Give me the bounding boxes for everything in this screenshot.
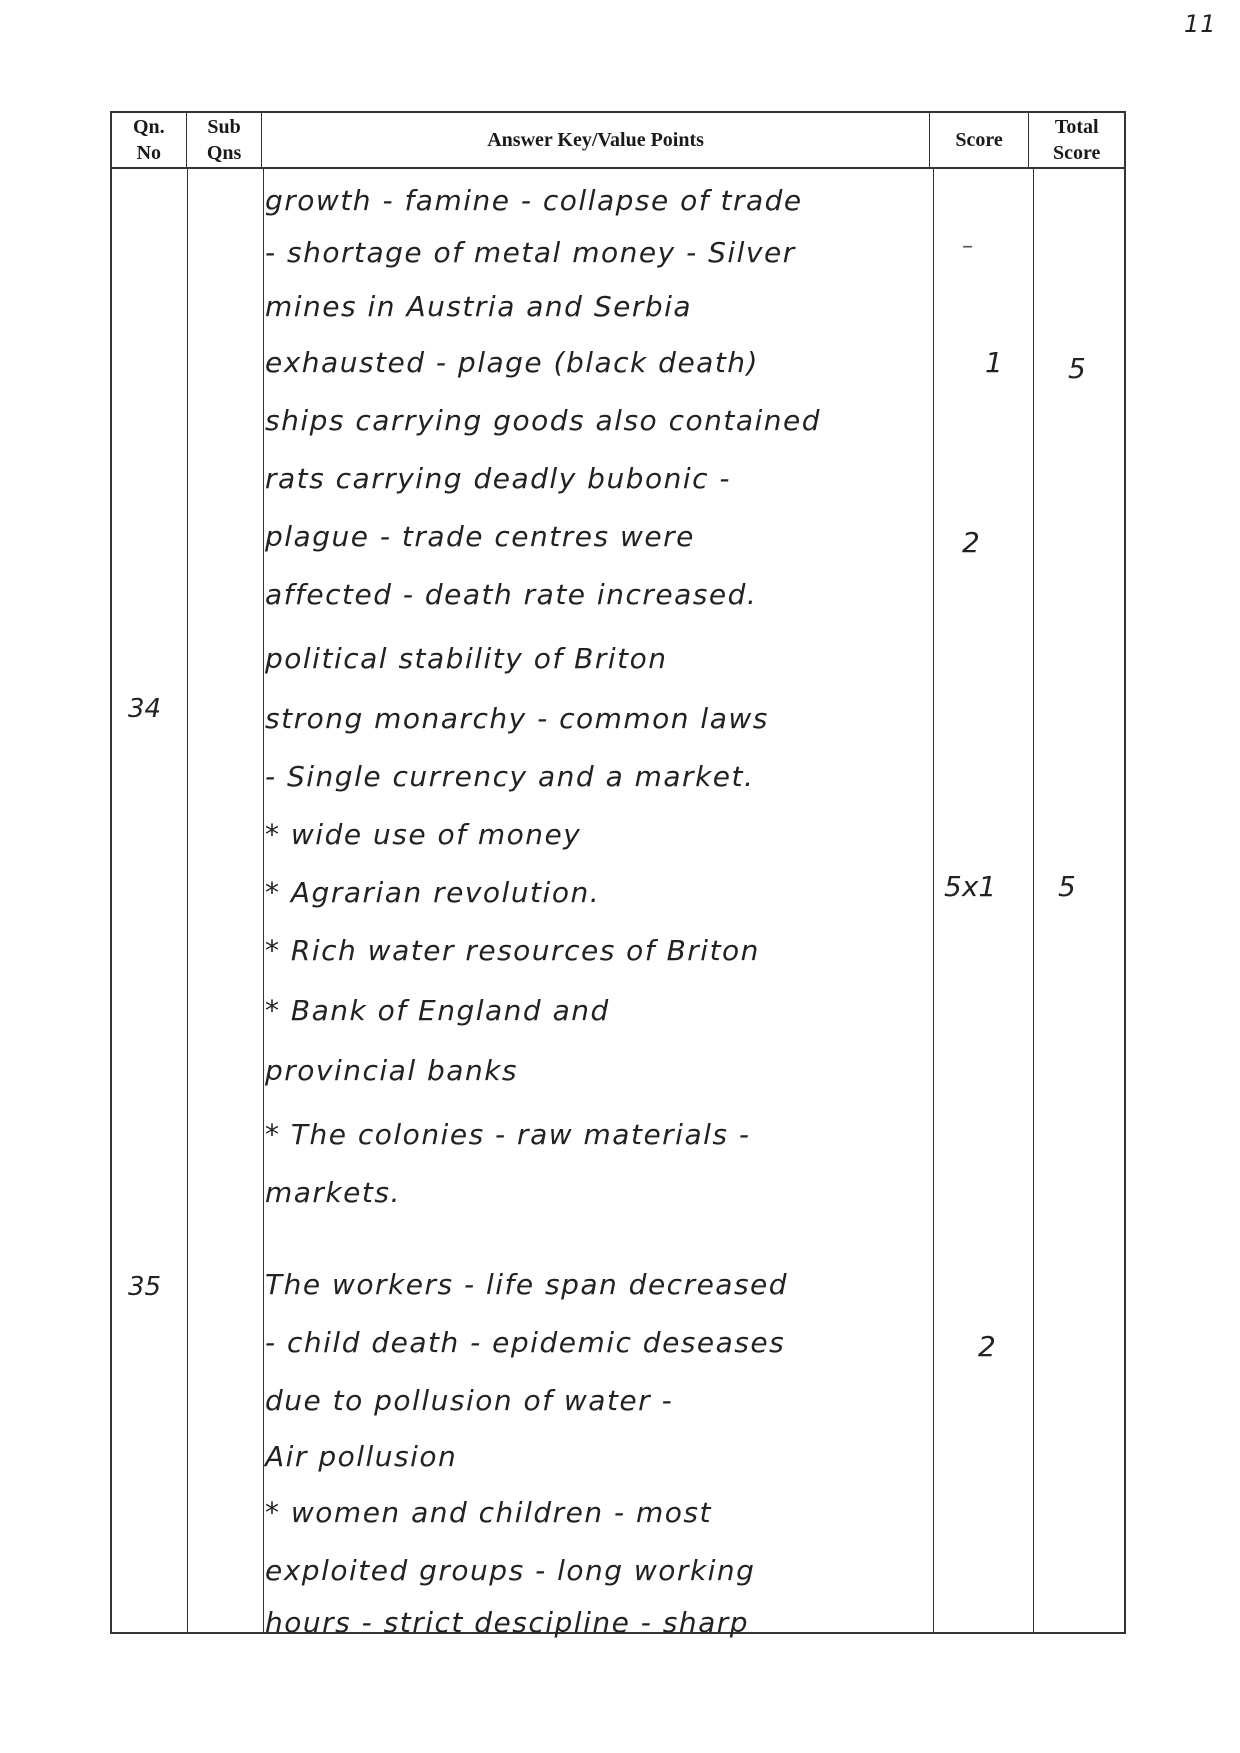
answer-line: political stability of Briton [265, 642, 668, 675]
score-value: 2 [962, 526, 980, 559]
question-number: 35 [128, 1272, 162, 1302]
question-number: 34 [128, 694, 162, 724]
answer-line: * Rich water resources of Briton [265, 934, 760, 967]
answer-line: markets. [265, 1176, 401, 1209]
column-divider [263, 169, 264, 1632]
answer-line: growth - famine - collapse of trade [265, 184, 803, 217]
page-number: 11 [1184, 10, 1217, 38]
answer-line: - child death - epidemic deseases [265, 1326, 786, 1359]
total-score-value: 5 [1068, 352, 1086, 385]
answer-line: * wide use of money [265, 818, 582, 851]
answer-line: exhausted - plage (black death) [265, 346, 759, 379]
answer-line: strong monarchy - common laws [265, 702, 769, 735]
header-total-score: Total Score [1052, 116, 1101, 164]
score-value: 1 [985, 346, 1003, 379]
answer-line: hours - strict descipline - sharp [265, 1606, 750, 1639]
answer-line: exploited groups - long working [265, 1554, 756, 1587]
answer-line: due to pollusion of water - [265, 1384, 674, 1417]
header-score: Score [930, 113, 1030, 167]
answer-line: * Agrarian revolution. [265, 876, 601, 909]
answer-line: mines in Austria and Serbia [265, 290, 693, 323]
answer-line: * The colonies - raw materials - [265, 1118, 751, 1151]
table-header-row [112, 113, 1124, 169]
header-sub-questions: Sub Qns [187, 113, 263, 167]
answer-line: provincial banks [265, 1054, 519, 1087]
answer-line: - Single currency and a market. [265, 760, 755, 793]
answer-line: * Bank of England and [265, 994, 610, 1027]
answer-line: rats carrying deadly bubonic - [265, 462, 732, 495]
answer-line: * women and children - most [265, 1496, 712, 1529]
answer-line: - shortage of metal money - Silver [265, 236, 796, 269]
column-divider [933, 169, 934, 1632]
answer-line: plague - trade centres were [265, 520, 695, 553]
dash-mark: – [962, 234, 973, 259]
answer-line: affected - death rate increased. [265, 578, 758, 611]
header-question-number: Qn. No [112, 113, 187, 167]
score-value: 2 [978, 1330, 996, 1363]
score-value: 5x1 [944, 870, 997, 903]
answer-line: The workers - life span decreased [265, 1268, 789, 1301]
total-score-value: 5 [1058, 870, 1076, 903]
answer-line: ships carrying goods also contained [265, 404, 822, 437]
answer-line: Air pollusion [265, 1440, 458, 1473]
header-answer-key: Answer Key/Value Points [262, 113, 929, 167]
column-divider [1033, 169, 1034, 1632]
column-divider [187, 169, 188, 1632]
